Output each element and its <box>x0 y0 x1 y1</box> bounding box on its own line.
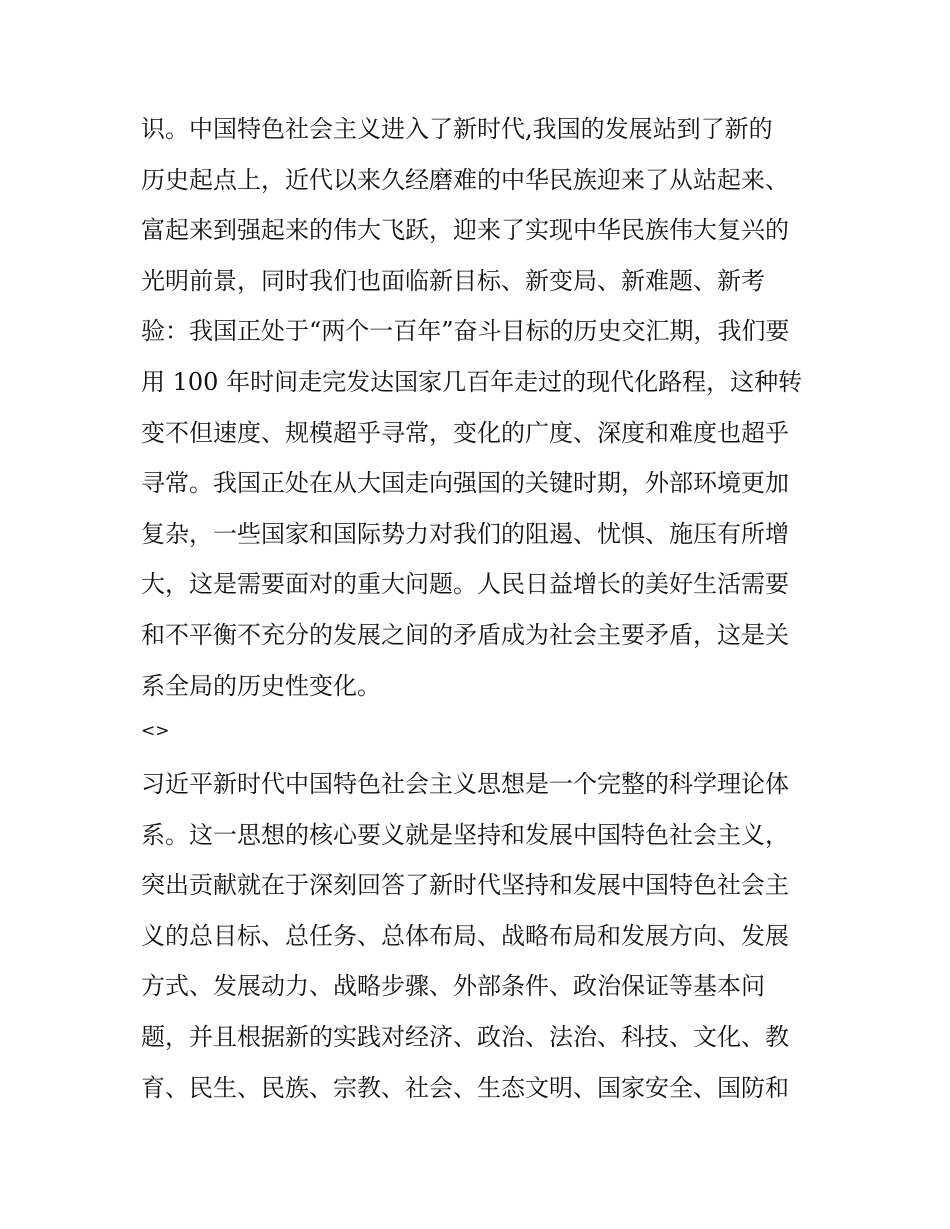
text-line: 富起来到强起来的伟大飞跃，迎来了实现中华民族伟大复兴的 <box>141 216 789 245</box>
text-line: 方式、发展动力、战略步骤、外部条件、政治保证等基本问 <box>141 972 765 1001</box>
text-line: 用 100 年时间走完发达国家几百年走过的现代化路程，这种转 <box>141 367 803 396</box>
paragraph-2 <box>141 759 821 1113</box>
text-line: 变不但速度、规模超乎寻常，变化的广度、深度和难度也超乎 <box>141 418 789 447</box>
text-line: 验：我国正处于“两个一百年”奋斗目标的历史交汇期，我们要 <box>141 317 790 346</box>
text-line: 和不平衡不充分的发展之间的矛盾成为社会主要矛盾，这是关 <box>141 620 789 649</box>
text-line: 系全局的历史性变化。 <box>141 671 381 700</box>
text-line: 寻常。我国正处在从大国走向强国的关键时期，外部环境更加 <box>141 469 789 498</box>
text-line: 育、民生、民族、宗教、社会、生态文明、国家安全、国防和 <box>141 1073 789 1102</box>
text-line: 历史起点上，近代以来久经磨难的中华民族迎来了从站起来、 <box>141 165 789 194</box>
text-line: 光明前景，同时我们也面临新目标、新变局、新难题、新考 <box>141 266 765 295</box>
text-line: 突出贡献就在于深刻回答了新时代坚持和发展中国特色社会主 <box>141 871 789 900</box>
paragraph-1 <box>141 104 821 711</box>
text-line: 复杂，一些国家和国际势力对我们的阻遏、忧惧、施压有所增 <box>141 519 789 548</box>
text-line: 题，并且根据新的实践对经济、政治、法治、科技、文化、教 <box>141 1022 789 1051</box>
text-line: 识。中国特色社会主义进入了新时代,我国的发展站到了新的 <box>141 115 773 143</box>
text-line: 义的总目标、总任务、总体布局、战略布局和发展方向、发展 <box>141 921 789 950</box>
text-line: 系。这一思想的核心要义就是坚持和发展中国特色社会主义， <box>141 820 789 849</box>
text-line: 习近平新时代中国特色社会主义思想是一个完整的科学理论体 <box>141 770 789 798</box>
text-line: 大，这是需要面对的重大问题。人民日益增长的美好生活需要 <box>141 570 789 599</box>
section-marker: <> <box>141 721 170 741</box>
